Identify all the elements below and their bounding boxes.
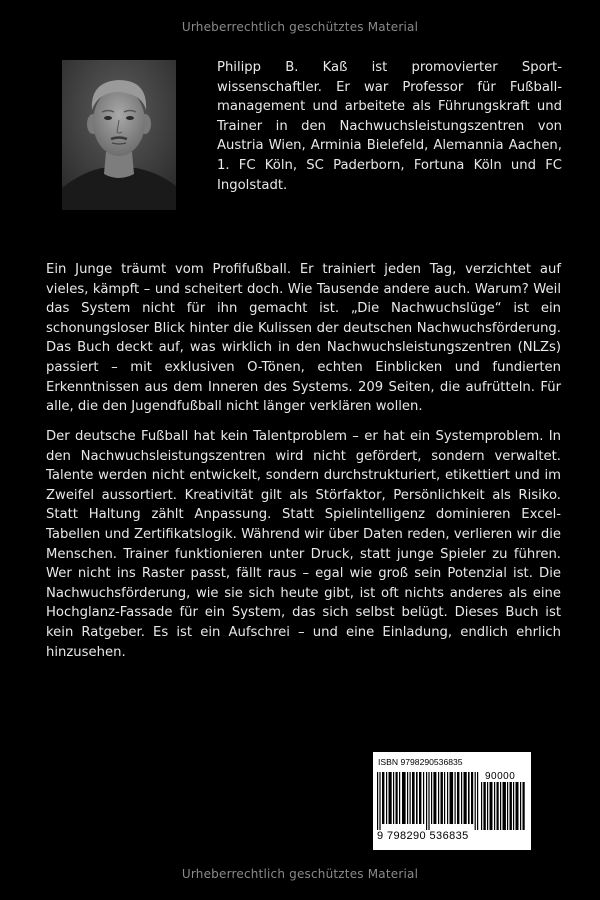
isbn-barcode <box>373 752 531 850</box>
copyright-watermark-bottom: Urheberrechtlich geschütztes Material <box>181 867 419 881</box>
copyright-watermark-top: Urheberrechtlich geschütztes Material <box>181 20 419 34</box>
author-bio: Philipp B. Kaß ist promovierter Sportwissenschaftler. Er war Professor für Fußballmanagement und arbeitete als Führungskraft und Trainer in den Nachwuchsleistungszentren von Austria Wien, Arminia Bielefeld, Alemannia Aachen, 1. FC Köln, SC Paderborn, Fortuna Köln und FC Ingolstadt. <box>217 60 562 193</box>
addon-barcode-bars-icon <box>481 782 527 830</box>
price-addon-number: 90000 <box>485 771 516 782</box>
blurb-paragraph-1: Ein Junge träumt vom Profifußball. Er trainiert jeden Tag, verzichtet auf vieles, kämpft – und scheitert doch. Wie Tausende andere auch. Warum? Weil das System nicht für ihn gemacht ist. „Die Nachwuchslüge“ ist ein schonungsloser Blick hinter die Kulissen der deutschen Nachwuchsförderung. Das Buch deckt auf, was wirklich in den Nachwuchsleistungszentren (NLZs) passiert – mit exklusiven O-Tönen, echten Einblicken und fundierten Erkenntnissen aus dem Inneren des Systems. 209 Seiten, die aufrütteln. Für alle, die den Jugendfußball nicht länger verklären wollen. <box>46 262 561 415</box>
ean-barcode-bars-icon <box>377 772 479 830</box>
isbn-label: ISBN 9798290536835 <box>378 757 463 767</box>
blurb-paragraph-2: Der deutsche Fußball hat kein Talentproblem – er hat ein Systemproblem. In den Nachwuchsleistungszentren wird nicht gefördert, sondern verwaltet. Talente werden nicht entwickelt, sondern durchstrukturiert, etikettiert und im Zweifel aussortiert. Kreativität gilt als Störfaktor, Persönlichkeit als Risiko. Statt Haltung zählt Anpassung. Statt Spielintelligenz dominieren Excel-Tabellen und Zertifikatslogik. Während wir über Daten reden, verlieren wir die Menschen. Trainer funktionieren unter Druck, statt junge Spieler zu führen. Wer nicht ins Raster passt, fällt raus – egal wie groß sein Potenzial ist. Die Nachwuchsförderung, wie sie sich heute gibt, ist oft nichts anderes als eine Hochglanz-Fassade für ein System, das sich selbst belügt. Dieses Buch ist kein Ratgeber. Es ist ein Aufschrei – und eine Einladung, endlich ehrlich hinzusehen. <box>46 429 561 660</box>
isbn-digits: 9 798290 536835 <box>377 830 469 842</box>
author-portrait-icon <box>62 60 176 210</box>
author-photo <box>62 60 176 210</box>
